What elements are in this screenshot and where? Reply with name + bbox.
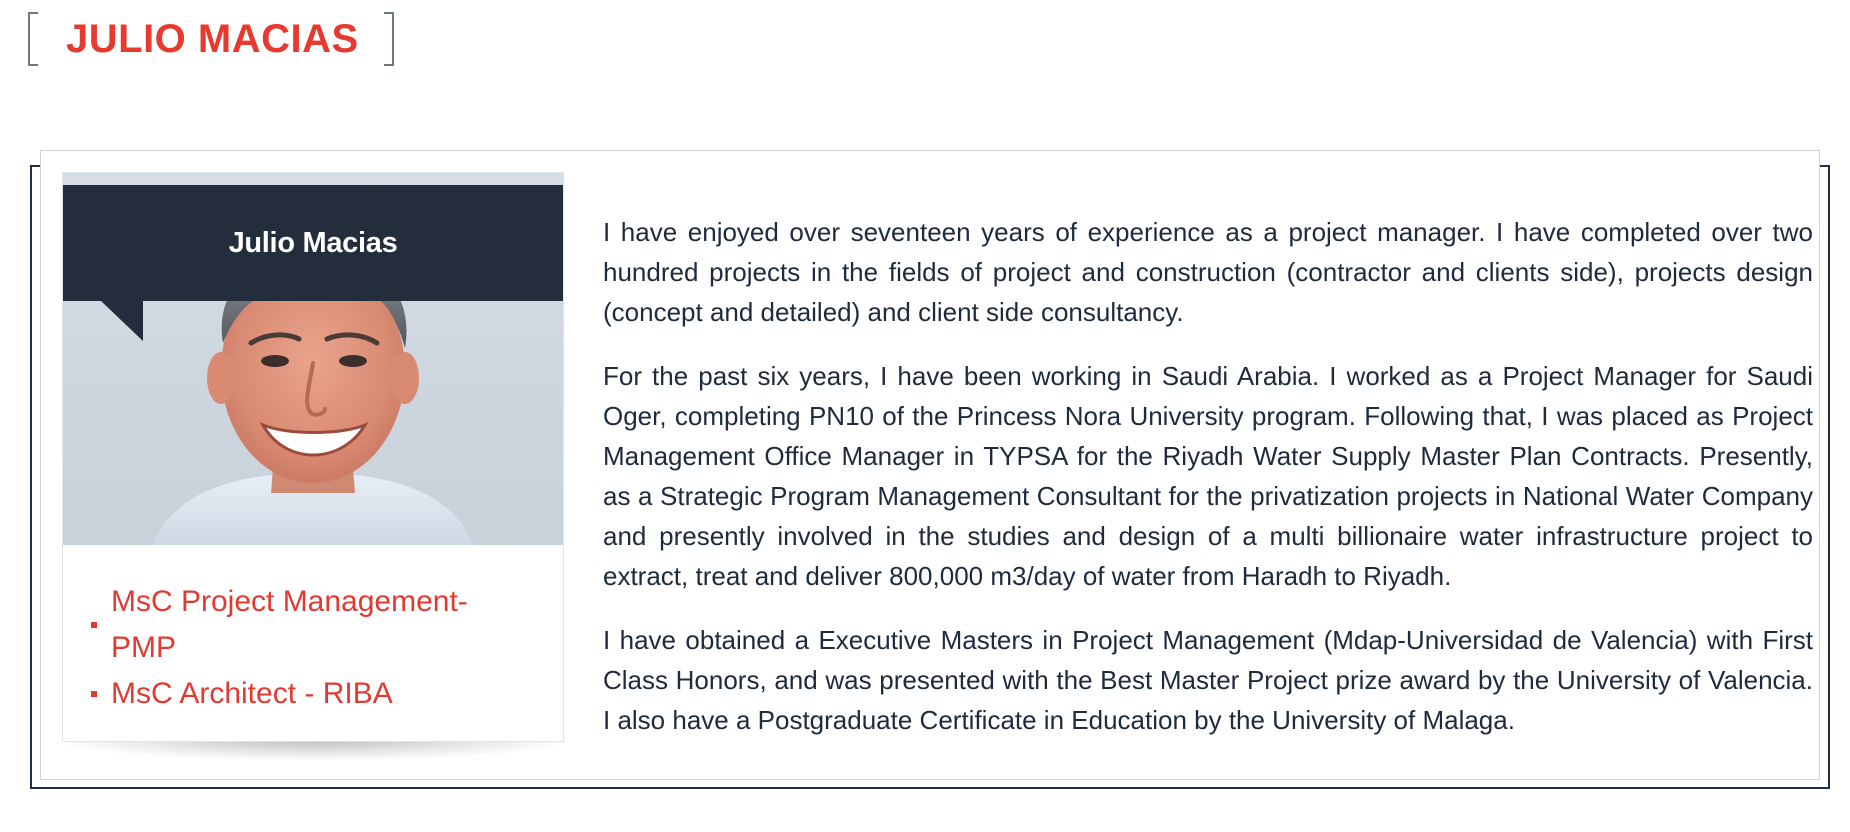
qualification-item	[89, 579, 529, 671]
qualification-item	[89, 671, 529, 717]
bullet-icon	[91, 691, 97, 697]
profile-bio	[603, 212, 1813, 764]
bio-paragraph: I have enjoyed over seventeen years of experience as a project manager. I have completed over two hundred projects in the fields of project and construction (contractor and clients side), projects design (concept and detailed) and client side consultancy.	[603, 217, 1813, 327]
profile-card	[62, 172, 564, 742]
right-bracket-decoration	[384, 12, 394, 66]
name-banner	[63, 185, 563, 301]
bio-paragraph: For the past six years, I have been working in Saudi Arabia. I worked as a Project Manager for Saudi Oger, completing PN10 of the Princess Nora University program. Following that, I was placed as Project Management Office Manager in TYPSA for the Riyadh Water Supply Master Plan Contracts. Presently, as a Strategic Program Management Consultant for the privatization projects in National Water Company and presently involved in the studies and design of a multi billionaire water infrastructure project to extract, treat and deliver 800,000 m3/day of water from Haradh to Riyadh.	[603, 361, 1813, 591]
profile-name: Julio Macias	[228, 226, 398, 259]
left-bracket-decoration	[28, 12, 38, 66]
banner-ribbon-tail	[101, 301, 143, 341]
qualification-label: MsC Architect - RIBA	[111, 677, 393, 710]
qualifications-list	[89, 579, 529, 717]
bullet-icon	[91, 622, 97, 628]
section-heading	[28, 12, 394, 64]
qualification-label: MsC Project Management-PMP	[111, 585, 468, 664]
bio-paragraph: I have obtained a Executive Masters in Project Management (Mdap-Universidad de Valencia) with First Class Honors, and was presented with the Best Master Project prize award by the University of Valencia. I also have a Postgraduate Certificate in Education by the University of Malaga.	[603, 625, 1813, 735]
page-title: JULIO MACIAS	[66, 17, 359, 61]
